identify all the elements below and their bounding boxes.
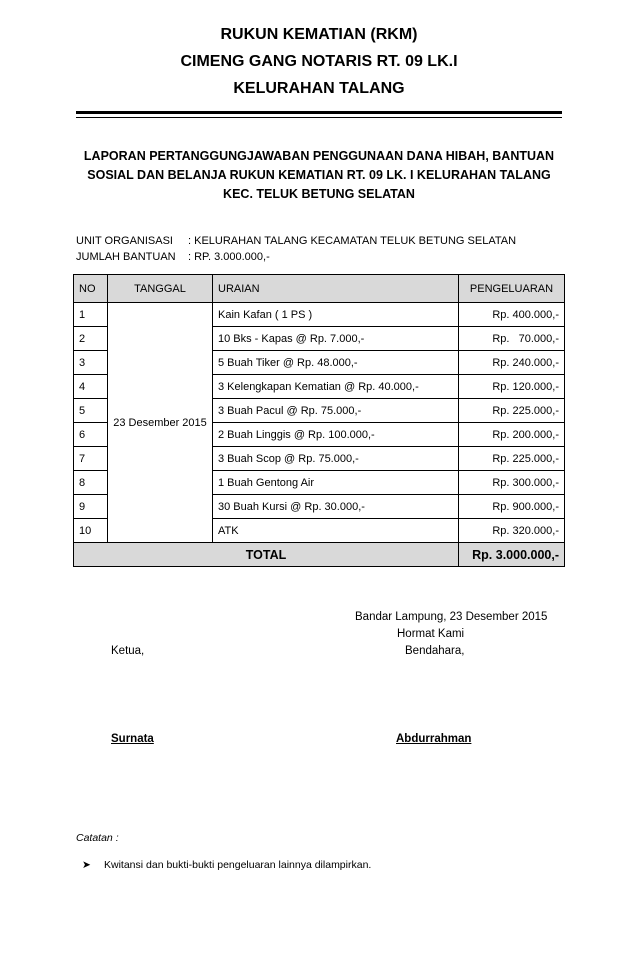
- note-item: [82, 859, 371, 871]
- org-name: RUKUN KEMATIAN (RKM): [220, 26, 418, 43]
- row-amount: Rp. 200.000,-: [459, 423, 565, 447]
- unit-organization-row: [76, 233, 516, 249]
- row-desc: 10 Bks - Kapas @ Rp. 7.000,-: [213, 327, 459, 351]
- unit-value: : KELURAHAN TALANG KECAMATAN TELUK BETUNG SELATAN: [188, 235, 517, 247]
- row-amount: Rp. 225.000,-: [459, 447, 565, 471]
- chairman-name: Surnata: [111, 733, 154, 745]
- row-no: 8: [74, 471, 108, 495]
- row-no: 3: [74, 351, 108, 375]
- report-title-line2: SOSIAL DAN BELANJA RUKUN KEMATIAN RT. 09 LK. I KELURAHAN TALANG: [87, 168, 551, 182]
- report-title-line1: LAPORAN PERTANGGUNGJAWABAN PENGGUNAAN DANA HIBAH, BANTUAN: [83, 149, 555, 163]
- total-value: Rp. 3.000.000,-: [459, 543, 565, 567]
- note-item-text: Kwitansi dan bukti-bukti pengeluaran lainnya dilampirkan.: [104, 859, 372, 871]
- table-row: [74, 303, 565, 327]
- row-desc: Kain Kafan ( 1 PS ): [213, 303, 459, 327]
- right-role: Bendahara,: [405, 645, 465, 657]
- row-no: 2: [74, 327, 108, 351]
- row-amount: Rp. 225.000,-: [459, 399, 565, 423]
- col-header-no: NO: [74, 275, 108, 303]
- header-divider-thin: [76, 117, 562, 118]
- row-amount: Rp. 120.000,-: [459, 375, 565, 399]
- row-desc: 30 Buah Kursi @ Rp. 30.000,-: [213, 495, 459, 519]
- row-amount: Rp. 70.000,-: [459, 327, 565, 351]
- total-label: TOTAL: [74, 543, 459, 567]
- row-no: 10: [74, 519, 108, 543]
- row-no: 9: [74, 495, 108, 519]
- col-header-date: TANGGAL: [108, 275, 213, 303]
- row-no: 7: [74, 447, 108, 471]
- table-header-row: [74, 275, 565, 303]
- aid-value: : RP. 3.000.000,-: [188, 251, 270, 263]
- report-title-line3: KEC. TELUK BETUNG SELATAN: [223, 187, 415, 201]
- expense-table: [73, 274, 565, 567]
- left-role: Ketua,: [111, 645, 145, 657]
- place-date: Bandar Lampung, 23 Desember 2015: [355, 611, 548, 623]
- row-amount: Rp. 900.000,-: [459, 495, 565, 519]
- row-amount: Rp. 300.000,-: [459, 471, 565, 495]
- row-no: 1: [74, 303, 108, 327]
- total-row: [74, 543, 565, 567]
- row-desc: 3 Buah Pacul @ Rp. 75.000,-: [213, 399, 459, 423]
- unit-label: UNIT ORGANISASI: [76, 235, 173, 247]
- aid-label: JUMLAH BANTUAN: [76, 251, 176, 263]
- row-amount: Rp. 320.000,-: [459, 519, 565, 543]
- regards: Hormat Kami: [397, 628, 465, 640]
- row-date: 23 Desember 2015: [108, 303, 213, 543]
- row-desc: 2 Buah Linggis @ Rp. 100.000,-: [213, 423, 459, 447]
- arrow-bullet-icon: ➤: [82, 859, 91, 871]
- row-desc: 5 Buah Tiker @ Rp. 48.000,-: [213, 351, 459, 375]
- col-header-desc: URAIAN: [213, 275, 459, 303]
- row-desc: 1 Buah Gentong Air: [213, 471, 459, 495]
- row-no: 6: [74, 423, 108, 447]
- row-no: 5: [74, 399, 108, 423]
- treasurer-name: Abdurrahman: [396, 733, 472, 745]
- notes-label: Catatan :: [76, 832, 119, 844]
- org-kelurahan: KELURAHAN TALANG: [233, 80, 405, 97]
- row-amount: Rp. 400.000,-: [459, 303, 565, 327]
- header-divider-thick: [76, 111, 562, 114]
- row-amount: Rp. 240.000,-: [459, 351, 565, 375]
- org-address: CIMENG GANG NOTARIS RT. 09 LK.I: [180, 53, 458, 70]
- col-header-amount: PENGELUARAN: [459, 275, 565, 303]
- row-desc: 3 Buah Scop @ Rp. 75.000,-: [213, 447, 459, 471]
- row-no: 4: [74, 375, 108, 399]
- row-desc: ATK: [213, 519, 459, 543]
- aid-amount-row: [76, 249, 270, 265]
- row-desc: 3 Kelengkapan Kematian @ Rp. 40.000,-: [213, 375, 459, 399]
